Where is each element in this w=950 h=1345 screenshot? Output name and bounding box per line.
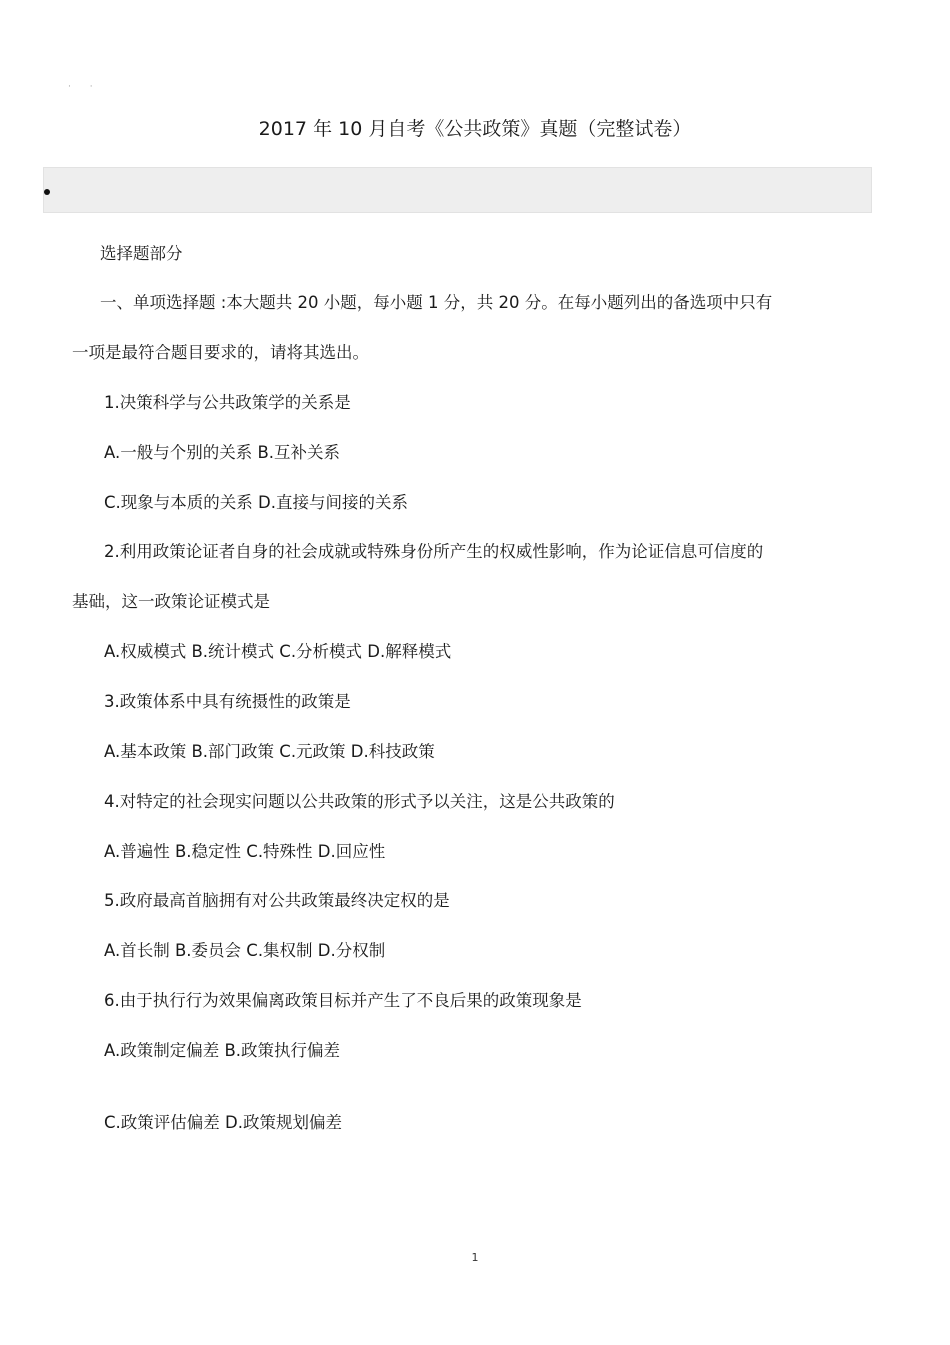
question-6-options-ab: A.政策制定偏差 B.政策执行偏差 [104,1041,341,1060]
page-number: 1 [471,1251,479,1264]
question-1: 1.决策科学与公共政策学的关系是 [104,393,351,412]
question-5: 5.政府最高首脑拥有对公共政策最终决定权的是 [104,891,450,910]
question-3-options: A.基本政策 B.部门政策 C.元政策 D.科技政策 [104,742,435,761]
document-title: 2017 年 10 月自考《公共政策》真题（完整试卷） [258,118,692,140]
question-6: 6.由于执行行为效果偏离政策目标并产生了不良后果的政策现象是 [104,991,582,1010]
gray-banner [43,167,872,213]
section-label: 选择题部分 [100,244,183,263]
question-1-options-ab: A.一般与个别的关系 B.互补关系 [104,443,341,462]
question-4: 4.对特定的社会现实问题以公共政策的形式予以关注，这是公共政策的 [104,792,615,811]
question-3: 3.政策体系中具有统摄性的政策是 [104,692,351,711]
question-6-options-cd: C.政策评估偏差 D.政策规划偏差 [104,1113,342,1132]
instructions-line-1: 一、单项选择题 :本大题共 20 小题，每小题 1 分，共 20 分。在每小题列出的备选项中只有 [100,293,773,312]
bullet-dot [44,189,50,195]
instructions-line-2: 一项是最符合题目要求的，请将其选出。 [72,343,369,362]
question-4-options: A.普遍性 B.稳定性 C.特殊性 D.回应性 [104,842,386,861]
corner-marks: · · [68,82,101,92]
question-5-options: A.首长制 B.委员会 C.集权制 D.分权制 [104,941,386,960]
question-2-line-1: 2.利用政策论证者自身的社会成就或特殊身份所产生的权威性影响，作为论证信息可信度的 [104,542,764,561]
question-2-options: A.权威模式 B.统计模式 C.分析模式 D.解释模式 [104,642,452,661]
question-1-options-cd: C.现象与本质的关系 D.直接与间接的关系 [104,493,408,512]
question-2-line-2: 基础，这一政策论证模式是 [72,592,270,611]
